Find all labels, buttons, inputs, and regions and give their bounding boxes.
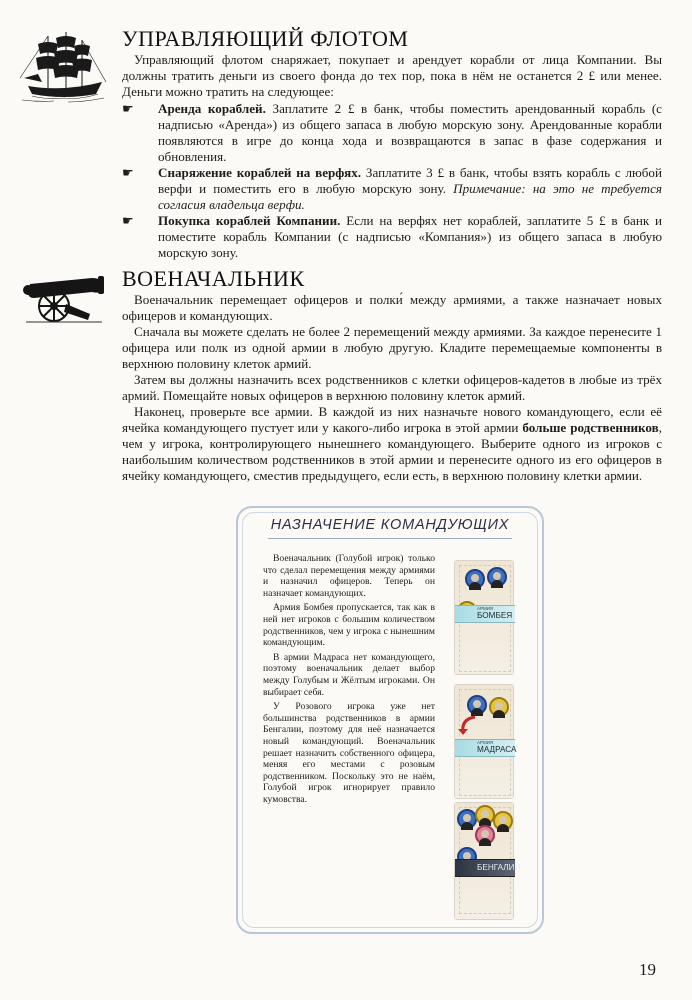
- army-box-bengal: [454, 802, 521, 920]
- army-label: АРМИЯ БОМБЕЯ: [455, 605, 515, 623]
- pointing-hand-icon: ☛: [122, 101, 134, 116]
- sailing-ship-icon: [18, 30, 110, 104]
- officer-token-blue: [457, 809, 477, 829]
- army-label: БЕНГАЛИИ: [455, 859, 515, 877]
- paragraph: Военачальник перемещает офицеров и полки́ между армиями, а также назначает новых офицеров и командующих.: [122, 292, 662, 323]
- paragraph: В армии Мадраса нет командующего, поэтому военачальник делает выбор между Голубым и Жёлтым игроками. Он выбирает себя.: [263, 651, 435, 698]
- title-divider: [268, 538, 512, 539]
- pointing-hand-icon: ☛: [122, 213, 134, 228]
- officer-token-blue: [467, 695, 487, 715]
- list-item: ☛ Покупка кораблей Компании. Если на верфях нет кораблей, заплатите 5 £ в банк и поместите корабль Компании (с надписью «Компания») из общего запаса в любую морскую зону.: [122, 213, 662, 260]
- intro-paragraph: Управляющий флотом снаряжает, покупает и арендует корабли от лица Компании. Вы должны тратить деньги из своего фонда до тех пор, пока в нём не останется 2 £ или менее. Деньги можно тратить на следующее:: [122, 52, 662, 99]
- example-text: [263, 553, 435, 808]
- example-title: НАЗНАЧЕНИЕ КОМАНДУЮЩИХ: [270, 517, 510, 533]
- paragraph: Сначала вы можете сделать не более 2 перемещений между армиями. За каждое перенесите 1 офицера или полк из одной армии в любую другую. Кладите перемещаемые компоненты в верхнюю половину клеток армий.: [122, 324, 662, 371]
- officer-token-yellow: [489, 697, 509, 717]
- officer-token-yellow: [493, 811, 513, 831]
- pointing-hand-icon: ☛: [122, 165, 134, 180]
- army-box-bombay: [454, 560, 514, 675]
- paragraph: Наконец, проверьте все армии. В каждой из них назначьте нового командующего, если её ячейка командующего пустует или у какого-либо игрока в этой армии больше родственников, чем у игрока, контролирующего нынешнего командующего. Выберите одного из игроков с наибольшим количеством родственников в этой армии и перенесите одного из его офицеров в ячейку командующего, сместив предыдущего, если есть, в верхнюю половину клетки армии.: [122, 404, 663, 483]
- officer-token-blue: [487, 567, 507, 587]
- option-list: [122, 101, 662, 261]
- paragraph: Военачальник (Голубой игрок) только что сделал перемещения между армиями и назначил офицеров. Теперь он назначает командующих.: [263, 553, 435, 599]
- officer-token-blue: [465, 569, 485, 589]
- paragraph: Затем вы должны назначить всех родственников с клетки офицеров-кадетов в любые из трёх армий. Помещайте новых офицеров в верхнюю половину клеток армий.: [122, 372, 662, 403]
- section-title: УПРАВЛЯЮЩИЙ ФЛОТОМ: [122, 26, 409, 51]
- page-number: 19: [639, 960, 656, 979]
- move-arrow-icon: [457, 713, 481, 737]
- army-label: АРМИЯ МАДРАСА: [455, 739, 515, 757]
- paragraph: У Розового игрока уже нет большинства родственников в армии Бенгалии, поэтому для неё назначается новый командующий. Военачальник решает назначить собственного офицера, меняя его местами с розовым родственником. Поскольку это не наём, Голубой игрок игнорирует правило кумовства.: [263, 701, 435, 805]
- example-box: [236, 506, 544, 934]
- army-box-madras: [454, 684, 517, 799]
- section-title: ВОЕНАЧАЛЬНИК: [122, 266, 305, 291]
- list-item: ☛ Снаряжение кораблей на верфях. Заплатите 3 £ в банк, чтобы взять корабль с любой верфи и поместить его в любую морскую зону. Примечание: на это не требуется согласия владельца верфи.: [122, 165, 662, 212]
- list-item: ☛ Аренда кораблей. Заплатите 2 £ в банк, чтобы поместить арендованный корабль (с надписью «Аренда») из общего запаса в любую морскую зону. Арендованные корабли появляются в игре до конца хода и возвращаются в запас в фазе содержания и обновления.: [122, 101, 662, 164]
- paragraph: Армия Бомбея пропускается, так как в ней нет игроков с большим количеством родственников, чем у игрока с нынешним командующим.: [263, 602, 435, 649]
- officer-token-pink: [475, 825, 495, 845]
- section-body: [122, 52, 662, 261]
- cannon-icon: [22, 270, 106, 324]
- section-body: [122, 292, 662, 484]
- officer-token-yellow: [475, 805, 495, 825]
